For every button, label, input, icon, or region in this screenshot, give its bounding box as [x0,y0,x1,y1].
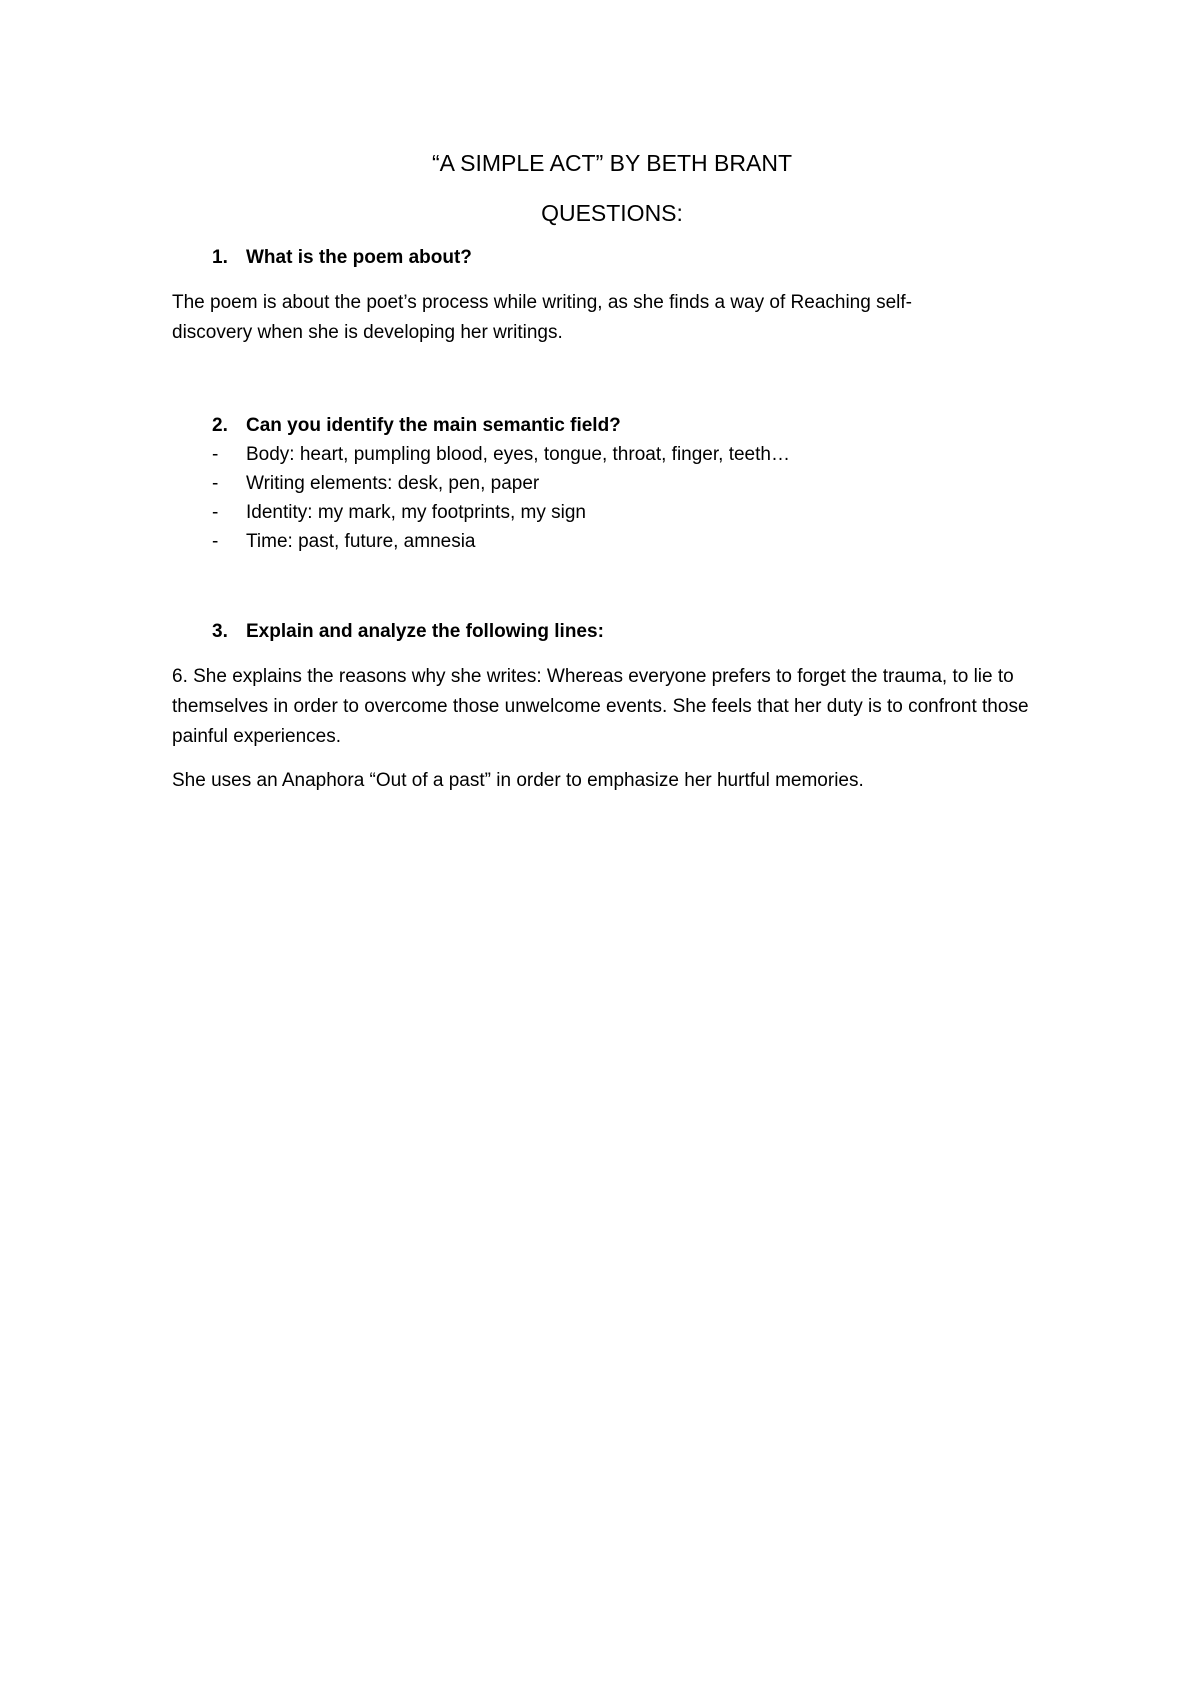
list-item [172,440,1052,469]
document-content [172,146,1052,796]
answer-1: The poem is about the poet’s process while writing, as she finds a way of Reaching self-discovery when she is developing her writings. [172,292,912,343]
question-text: Can you identify the main semantic field? [246,415,621,436]
question-text: What is the poem about? [246,247,472,268]
answer-3: 6. She explains the reasons why she writes: Whereas everyone prefers to forget the trauma, to lie to themselves in order to overcome those unwelcome events. She feels that her duty is to confront those painful experiences. [172,666,1029,747]
list-dash: - [212,502,219,523]
list-item-text: Body: heart, pumpling blood, eyes, tongue, throat, finger, teeth… [246,444,790,465]
list-item [172,527,1052,556]
answer-3-continued: She uses an Anaphora “Out of a past” in order to emphasize her hurtful memories. [172,770,864,791]
question-3 [172,618,1052,646]
list-item-text: Time: past, future, amnesia [246,531,476,552]
list-item [172,498,1052,527]
question-number: 1. [212,247,228,268]
list-dash: - [212,473,219,494]
list-item-text: Writing elements: desk, pen, paper [246,473,540,494]
document-subtitle: QUESTIONS: [541,200,683,226]
list-dash: - [212,444,219,465]
question-text: Explain and analyze the following lines: [246,621,604,642]
list-item [172,469,1052,498]
list-item-text: Identity: my mark, my footprints, my sign [246,502,586,523]
document-title: “A SIMPLE ACT” BY BETH BRANT [432,150,792,176]
question-1 [172,244,1052,272]
question-2 [172,412,1052,440]
question-number: 3. [212,621,228,642]
list-dash: - [212,531,219,552]
question-number: 2. [212,415,228,436]
semantic-field-list [172,440,1052,556]
